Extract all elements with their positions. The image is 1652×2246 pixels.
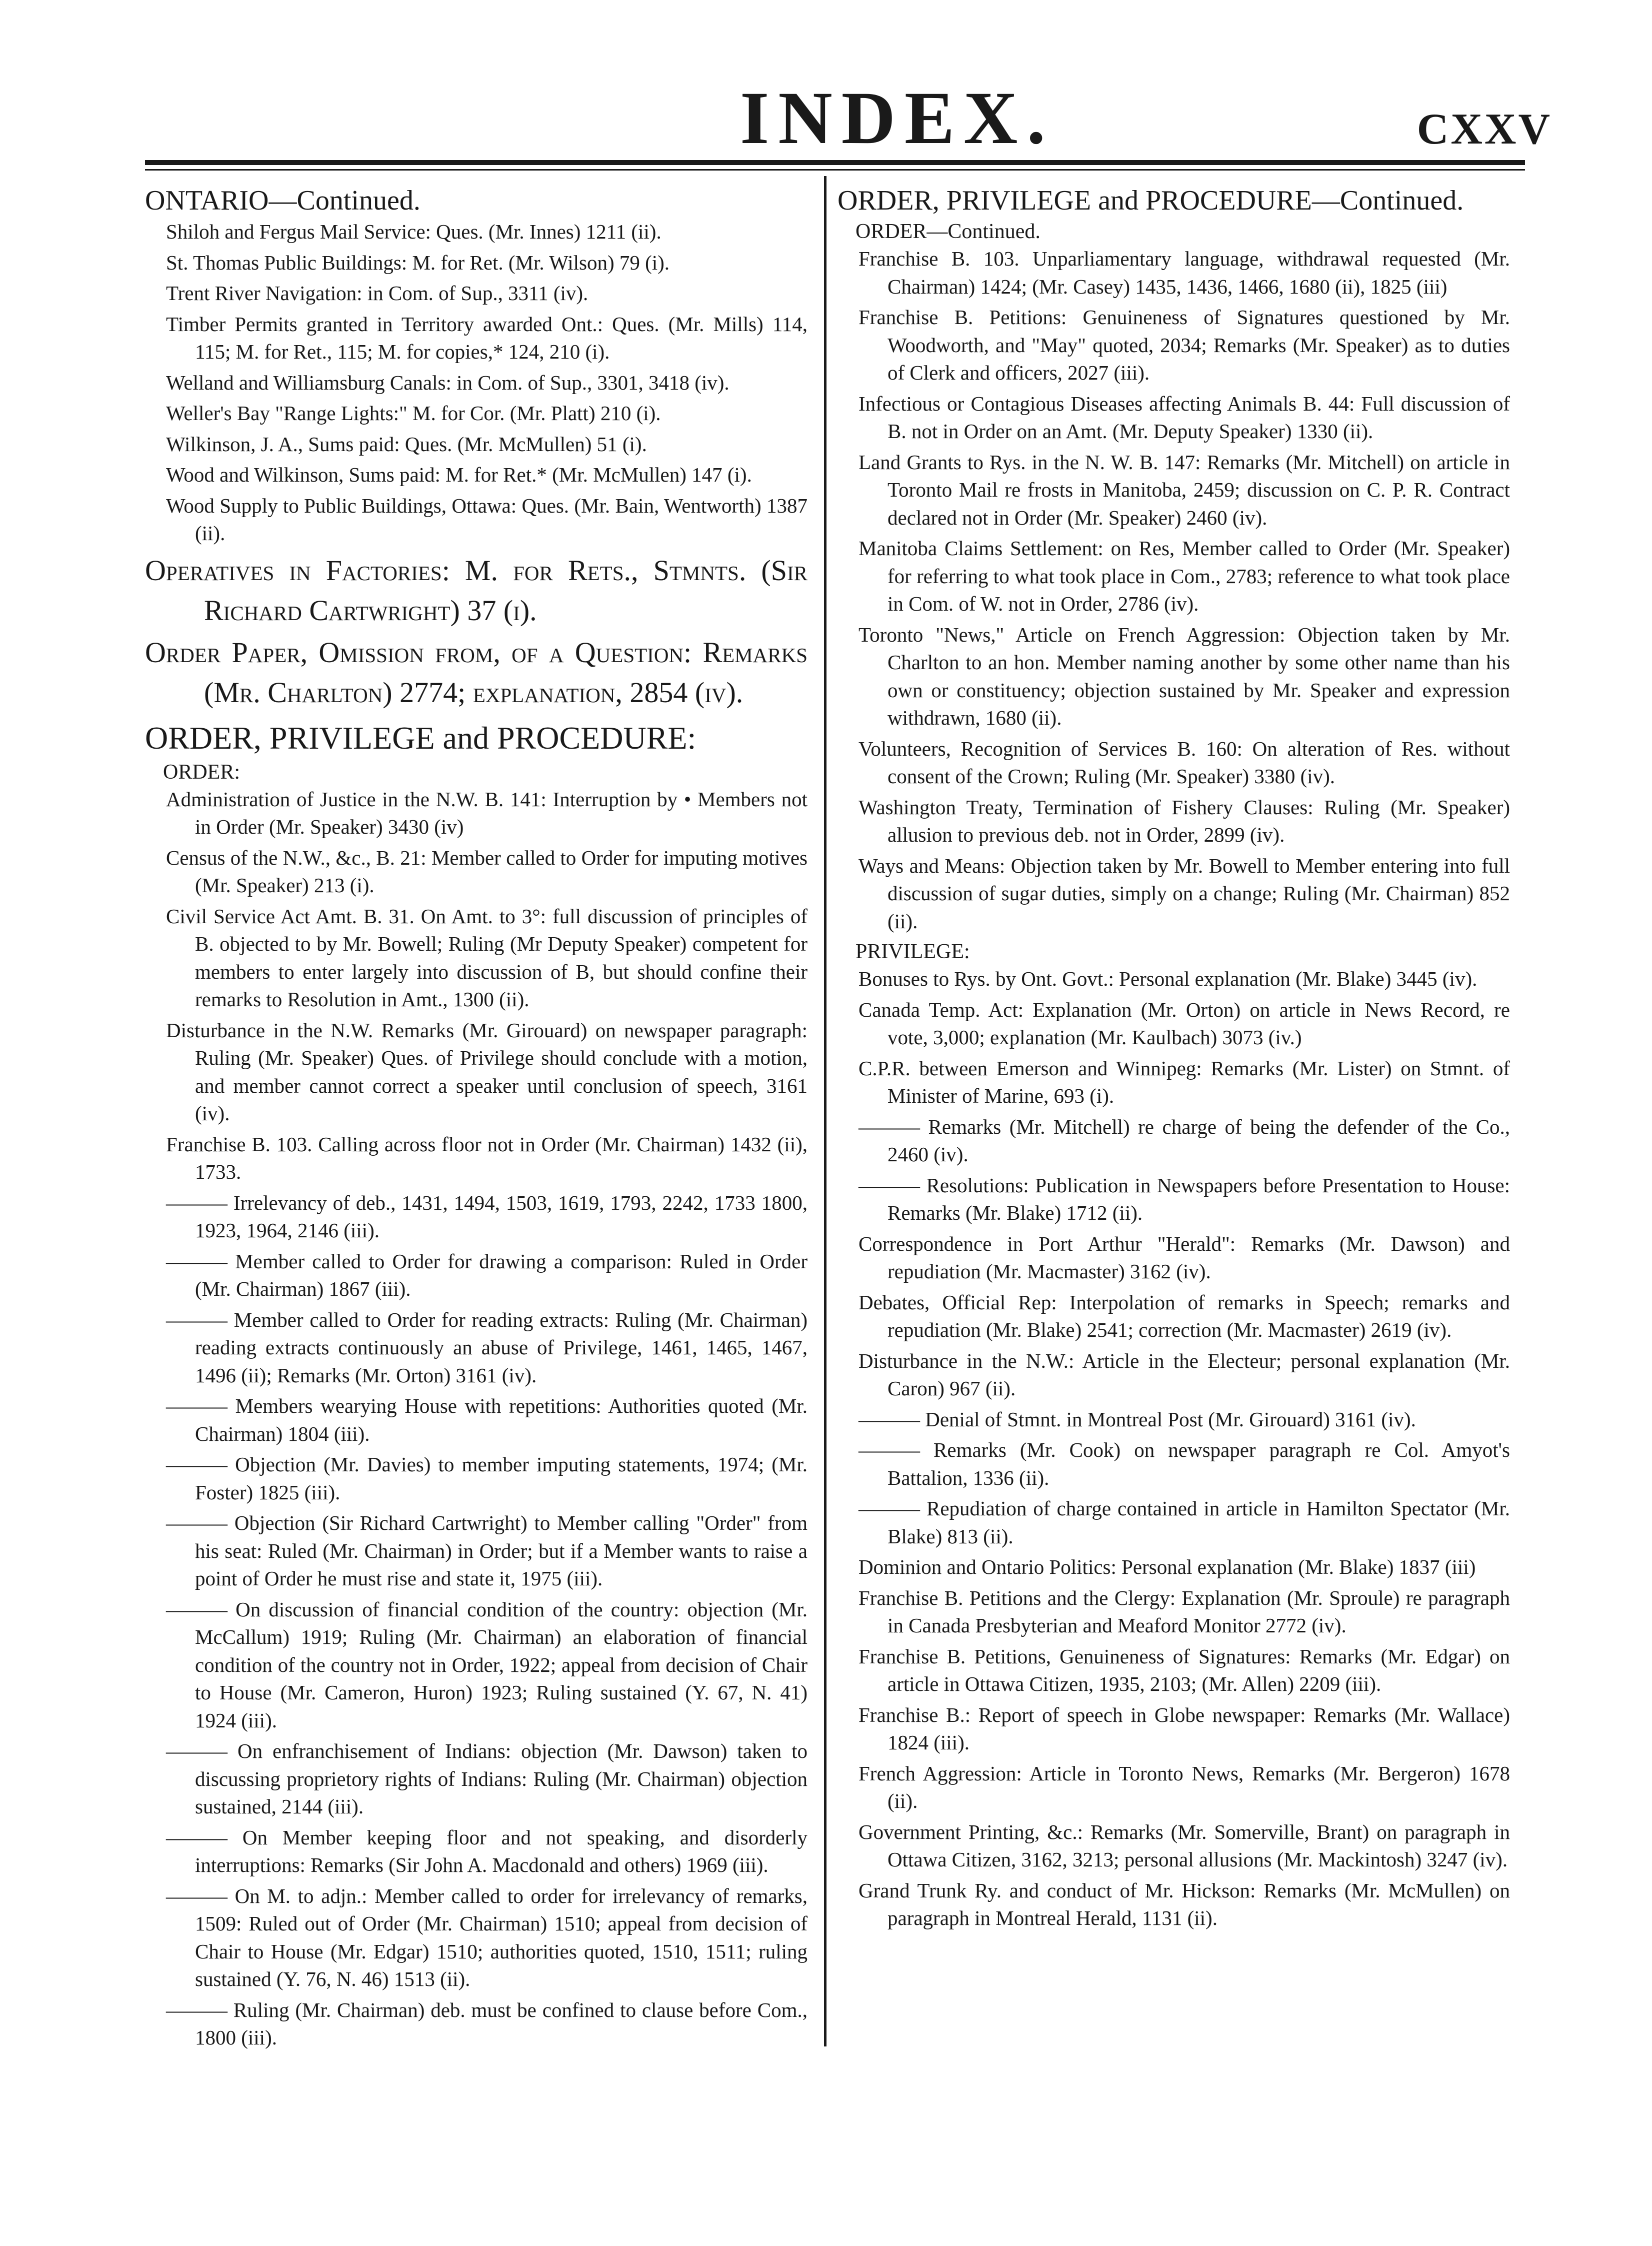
index-entry: Ways and Means: Objection taken by Mr. Bowell to Member entering into full discussion of sugar duties, simply on a change; Ruling (Mr. Chairman) 852 (ii). <box>858 854 1510 933</box>
section-heading-continued: ORDER, PRIVILEGE and PROCEDURE—Continued. <box>838 185 1464 216</box>
index-entry: Trent River Navigation: in Com. of Sup., 3311 (iv). <box>166 282 588 305</box>
index-entry: ——— Irrelevancy of deb., 1431, 1494, 1503, 1619, 1793, 2242, 1733 1800, 1923, 1964, 2146 (iii). <box>166 1191 808 1242</box>
header-rule-thin <box>145 169 1525 171</box>
index-entry: Weller's Bay "Range Lights:" M. for Cor. (Mr. Platt) 210 (i). <box>166 402 661 425</box>
index-entry: Civil Service Act Amt. B. 31. On Amt. to 3°: full discussion of principles of B. objected to by Mr. Bowell; Ruling (Mr Deputy Speaker) competent for members to enter largely into discussion of B, but should confine their remarks to Resolution in Amt., 1300 (ii). <box>166 904 808 1011</box>
index-entry: C.P.R. between Emerson and Winnipeg: Remarks (Mr. Lister) on Stmnt. of Minister of Marine, 693 (i). <box>858 1056 1510 1107</box>
order-entries <box>145 786 808 2052</box>
index-entry: Welland and Williamsburg Canals: in Com. of Sup., 3301, 3418 (iv). <box>166 371 730 394</box>
index-entry: ——— On discussion of financial condition of the country: objection (Mr. McCallum) 1919; Ruling (Mr. Chairman) an elaboration of financial condition of the country not in Order, 1922; appeal from decision of Chair to House (Mr. Cameron, Huron) 1923; Ruling sustained (Y. 67, N. 41) 1924 (iii). <box>166 1597 808 1732</box>
index-entry: Franchise B. Petitions and the Clergy: Explanation (Mr. Sproule) re paragraph in Canada Presbyterian and Meaford Monitor 2772 (iv). <box>858 1586 1510 1637</box>
index-entry: Wood Supply to Public Buildings, Ottawa: Ques. (Mr. Bain, Wentworth) 1387 (ii). <box>166 494 808 545</box>
privilege-entries <box>838 965 1510 1932</box>
index-entry: Government Printing, &c.: Remarks (Mr. Somerville, Brant) on paragraph in Ottawa Citizen, 3162, 3213; personal allusions (Mr. Mackintosh) 3247 (iv). <box>858 1820 1510 1871</box>
index-entry: Toronto "News," Article on French Aggression: Objection taken by Mr. Charlton to an hon. Member naming another by some other name than his own or constituency; objection sustained by Mr. Speaker and expression withdrawn, 1680 (ii). <box>858 623 1510 729</box>
index-entry: ——— Members wearying House with repetitions: Authorities quoted (Mr. Chairman) 1804 (iii). <box>166 1394 808 1445</box>
index-entry: ——— Repudiation of charge contained in article in Hamilton Spectator (Mr. Blake) 813 (ii). <box>858 1497 1510 1548</box>
index-entry: ——— Objection (Sir Richard Cartwright) to Member calling "Order" from his seat: Ruled (Mr. Chairman) in Order; but if a Member wants to raise a point of Order he must rise and state it, 1975 (iii). <box>166 1511 808 1590</box>
index-entry: Land Grants to Rys. in the N. W. B. 147: Remarks (Mr. Mitchell) on article in Toronto Mail re frosts in Manitoba, 2459; discussion on C. P. R. Contract declared not in Order (Mr. Speaker) 2460 (iv). <box>858 450 1510 529</box>
index-entry: Franchise B. 103. Calling across floor not in Order (Mr. Chairman) 1432 (ii), 1733. <box>166 1132 808 1183</box>
index-entry: Wilkinson, J. A., Sums paid: Ques. (Mr. McMullen) 51 (i). <box>166 432 647 456</box>
index-entry: Infectious or Contagious Diseases affecting Animals B. 44: Full discussion of B. not in Order on an Amt. (Mr. Deputy Speaker) 1330 (ii). <box>858 392 1510 443</box>
index-entry: Volunteers, Recognition of Services B. 160: On alteration of Res. without consent of the Crown; Ruling (Mr. Speaker) 3380 (iv). <box>858 737 1510 788</box>
subsection-order-continued: ORDER—Continued. <box>856 220 1040 243</box>
index-entry: St. Thomas Public Buildings: M. for Ret. (Mr. Wilson) 79 (i). <box>166 251 670 274</box>
header-rule <box>145 160 1525 165</box>
index-entry: Administration of Justice in the N.W. B. 141: Interruption by • Members not in Order (Mr. Speaker) 3430 (iv) <box>166 787 808 838</box>
index-entry: Franchise B. 103. Unparliamentary language, withdrawal requested (Mr. Chairman) 1424; (Mr. Casey) 1435, 1436, 1466, 1680 (ii), 1825 (iii) <box>858 247 1510 298</box>
index-entry: ——— Remarks (Mr. Cook) on newspaper paragraph re Col. Amyot's Battalion, 1336 (ii). <box>858 1438 1510 1489</box>
left-column <box>145 180 808 2055</box>
index-entry: ——— On M. to adjn.: Member called to order for irrelevancy of remarks, 1509: Ruled out of Order (Mr. Chairman) 1510; appeal from decision of Chair to House (Mr. Edgar) 1510; authorities quoted, 1510, 1511; ruling sustained (Y. 76, N. 46) 1513 (ii). <box>166 1884 808 1990</box>
index-entry: ——— On Member keeping floor and not speaking, and disorderly interruptions: Remarks (Sir John A. Macdonald and others) 1969 (iii). <box>166 1825 808 1876</box>
index-entry: Franchise B. Petitions: Genuineness of Signatures questioned by Mr. Woodworth, and "May" quoted, 2034; Remarks (Mr. Speaker) as to duties of Clerk and officers, 2027 (iii). <box>858 306 1510 384</box>
index-entry: Washington Treaty, Termination of Fishery Clauses: Ruling (Mr. Speaker) allusion to previous deb. not in Order, 2899 (iv). <box>858 795 1510 846</box>
index-entry-operatives: Operatives in Factories: M. for Rets., Stmnts. (Sir Richard Cartwright) 37 (i). <box>145 554 808 627</box>
index-entry: Correspondence in Port Arthur "Herald": Remarks (Mr. Dawson) and repudiation (Mr. Macmaster) 3162 (iv). <box>858 1232 1510 1283</box>
index-entry: Manitoba Claims Settlement: on Res, Member called to Order (Mr. Speaker) for referring to what took place in Com., 2783; reference to what took place in Com. of W. not in Order, 2786 (iv). <box>858 537 1510 615</box>
section-heading-opp: ORDER, PRIVILEGE and PROCEDURE: <box>145 720 696 756</box>
index-entry: Disturbance in the N.W.: Article in the Electeur; personal explanation (Mr. Caron) 967 (ii). <box>858 1349 1510 1400</box>
index-entry: ——— Member called to Order for drawing a comparison: Ruled in Order (Mr. Chairman) 1867 (iii). <box>166 1249 808 1300</box>
index-entry: ——— Remarks (Mr. Mitchell) re charge of being the defender of the Co., 2460 (iv). <box>858 1115 1510 1166</box>
index-entry: Franchise B.: Report of speech in Globe newspaper: Remarks (Mr. Wallace) 1824 (iii). <box>858 1703 1510 1754</box>
order-entries-continued <box>838 245 1510 935</box>
index-entry: Bonuses to Rys. by Ont. Govt.: Personal explanation (Mr. Blake) 3445 (iv). <box>858 967 1478 990</box>
index-entry: French Aggression: Article in Toronto News, Remarks (Mr. Bergeron) 1678 (ii). <box>858 1761 1510 1812</box>
index-entry: Dominion and Ontario Politics: Personal explanation (Mr. Blake) 1837 (iii) <box>858 1555 1476 1578</box>
section-heading: ONTARIO—Continued. <box>145 185 420 216</box>
page-title: INDEX. <box>740 77 1054 160</box>
index-entry: Canada Temp. Act: Explanation (Mr. Orton) on article in News Record, re vote, 3,000; explanation (Mr. Kaulbach) 3073 (iv.) <box>858 998 1510 1049</box>
column-divider <box>824 176 826 2046</box>
index-entry-order-paper: Order Paper, Omission from, of a Question: Remarks (Mr. Charlton) 2774; explanation, 2854 (iv). <box>145 636 808 709</box>
index-entry: ——— On enfranchisement of Indians: objection (Mr. Dawson) taken to discussing proprietory rights of Indians: Ruling (Mr. Chairman) objection sustained, 2144 (iii). <box>166 1739 808 1818</box>
index-entry: Disturbance in the N.W. Remarks (Mr. Girouard) on newspaper paragraph: Ruling (Mr. Speaker) Ques. of Privilege should conclude with a motion, and member cannot correct a speaker until conclusion of speech, 3161 (iv). <box>166 1018 808 1125</box>
index-entry: ——— Objection (Mr. Davies) to member imputing statements, 1974; (Mr. Foster) 1825 (iii). <box>166 1453 808 1504</box>
subsection-privilege: PRIVILEGE: <box>856 940 970 963</box>
index-entry: Wood and Wilkinson, Sums paid: M. for Ret.* (Mr. McMullen) 147 (i). <box>166 463 752 486</box>
index-entry: Census of the N.W., &c., B. 21: Member called to Order for imputing motives (Mr. Speaker) 213 (i). <box>166 846 808 897</box>
index-entry: Shiloh and Fergus Mail Service: Ques. (Mr. Innes) 1211 (ii). <box>166 220 662 243</box>
index-entry: ——— Resolutions: Publication in Newspapers before Presentation to House: Remarks (Mr. Blake) 1712 (ii). <box>858 1173 1510 1224</box>
page-number: CXXV <box>1416 105 1552 154</box>
index-entry: Franchise B. Petitions, Genuineness of Signatures: Remarks (Mr. Edgar) on article in Ottawa Citizen, 1935, 2103; (Mr. Allen) 2209 (iii). <box>858 1644 1510 1695</box>
index-entry: Debates, Official Rep: Interpolation of remarks in Speech; remarks and repudiation (Mr. Blake) 2541; correction (Mr. Macmaster) 2619 (iv). <box>858 1290 1510 1341</box>
index-entry: ——— Denial of Stmnt. in Montreal Post (Mr. Girouard) 3161 (iv). <box>858 1407 1416 1431</box>
index-entry: Grand Trunk Ry. and conduct of Mr. Hickson: Remarks (Mr. McMullen) on paragraph in Montreal Herald, 1131 (ii). <box>858 1878 1510 1929</box>
index-entry: ——— Ruling (Mr. Chairman) deb. must be confined to clause before Com., 1800 (iii). <box>166 1998 808 2049</box>
ontario-entries <box>145 218 808 548</box>
right-column <box>838 180 1510 1935</box>
index-entry: Timber Permits granted in Territory awarded Ont.: Ques. (Mr. Mills) 114, 115; M. for Ret., 115; M. for copies,* 124, 210 (i). <box>166 312 808 363</box>
subsection-order: ORDER: <box>163 760 240 784</box>
index-entry: ——— Member called to Order for reading extracts: Ruling (Mr. Chairman) reading extracts continuously an abuse of Privilege, 1461, 1465, 1467, 1496 (ii); Remarks (Mr. Orton) 3161 (iv). <box>166 1308 808 1387</box>
